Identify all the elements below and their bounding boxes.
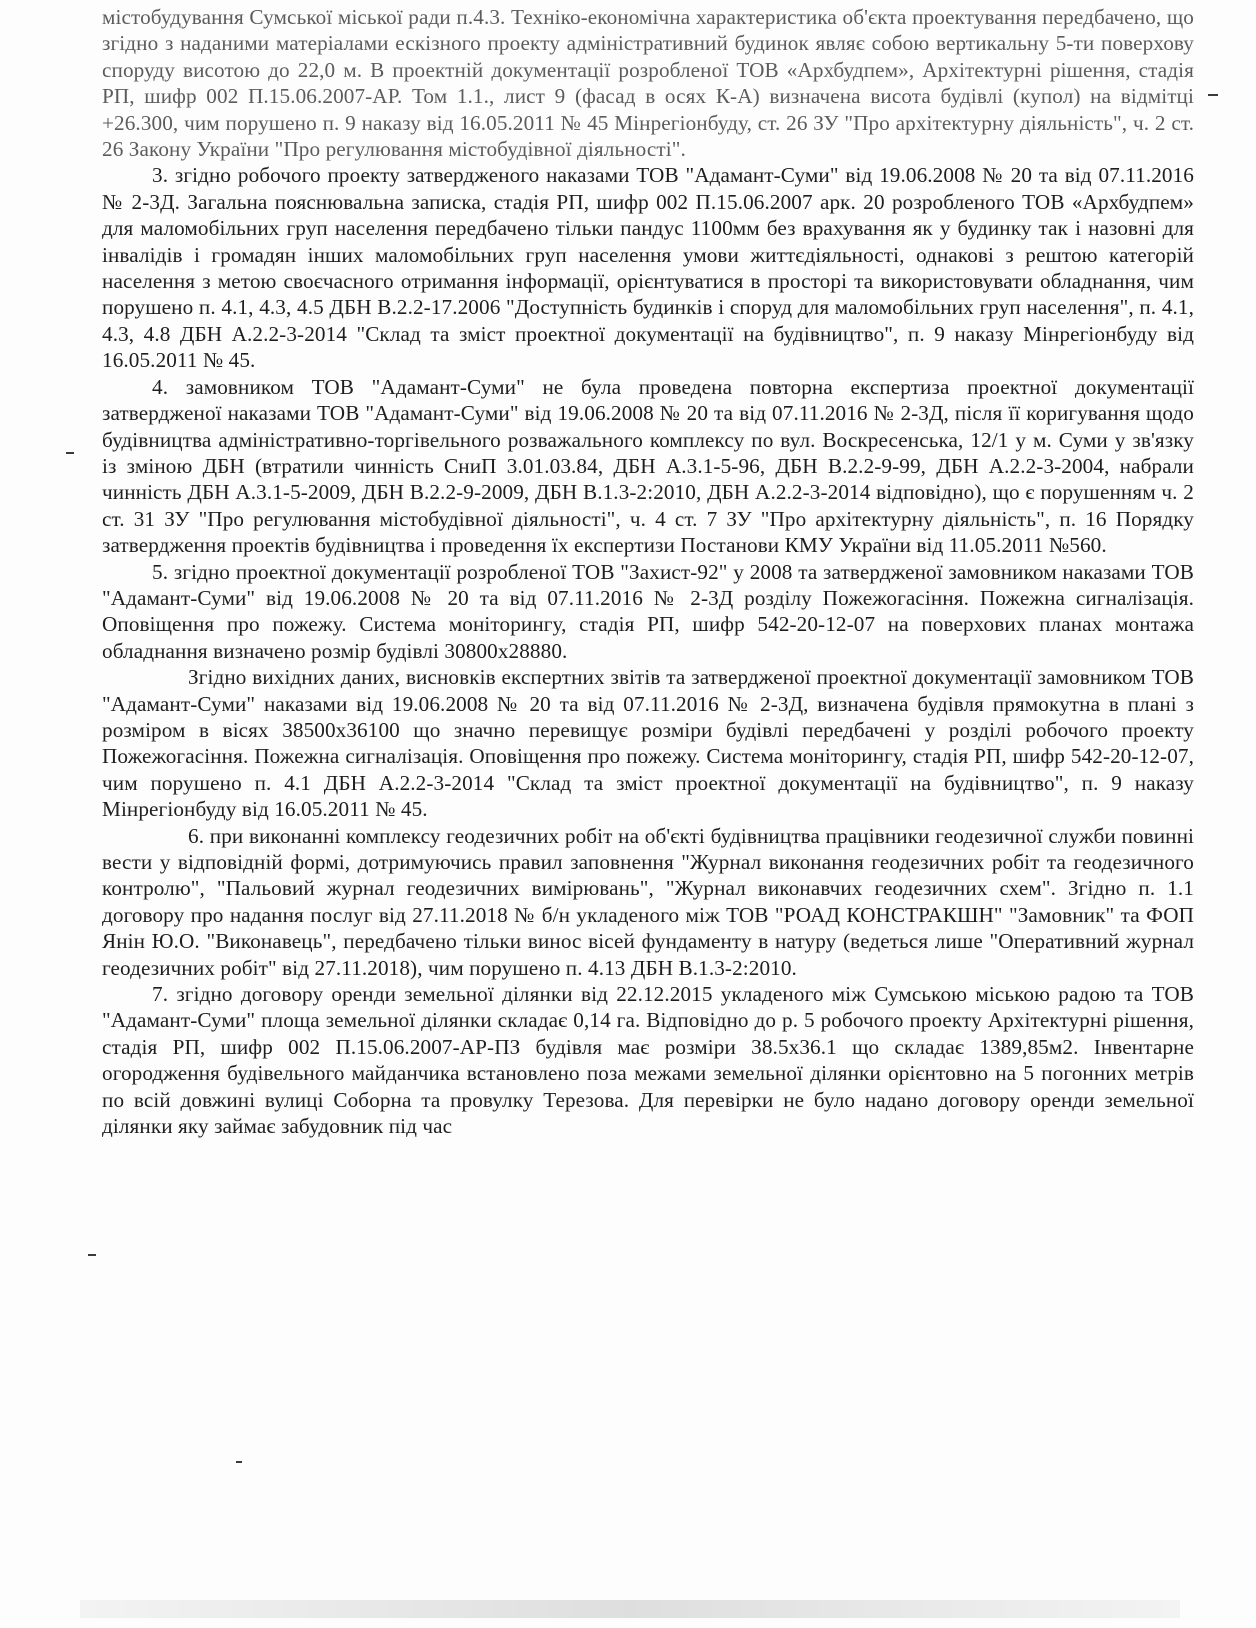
- scan-mark-bottom: [236, 1461, 242, 1463]
- paragraph-item-6: 6. при виконанні комплексу геодезичних робіт на об'єкті будівництва працівники геодезичної служби повинні вести у відповідній формі, дотримуючись правил заповнення "Журнал виконання геодезичних робіт та геодезичного контролю", "Пальовий журнал геодезичних вимірювань", "Журнал виконавчих геодезичних схем". Згідно п. 1.1 договору про надання послуг від 27.11.2018 № б/н укладеного між ТОВ "РОАД КОНСТРАКШН" "Замовник" та ФОП Янін Ю.О. "Виконавець", передбачено тільки винос вісей фундаменту в натуру (ведеться лише "Оперативний журнал геодезичних робіт" від 27.11.2018), чим порушено п. 4.13 ДБН В.1.3-2:2010.: [102, 823, 1194, 980]
- paragraph-item-5: 5. згідно проектної документації розробленої ТОВ "Захист-92" у 2008 та затвердженої замовником наказами ТОВ "Адамант-Суми" від 19.06.2008 № 20 та від 07.11.2016 № 2-3Д розділу Пожежогасіння. Пожежна сигналізація. Оповіщення про пожежу. Система моніторингу, стадія РП, шифр 542-20-12-07 на поверхових планах монтажа обладнання визначено розмір будівлі 30800х28880.: [102, 559, 1194, 663]
- scan-bottom-shadow: [80, 1600, 1180, 1618]
- paragraph-object-height: містобудування Сумської міської ради п.4.3. Техніко-економічна характеристика об'єкта проектування передбачено, що згідно з наданими матеріалами ескізного проекту адміністративний будинок являє собою вертикальну 5-ти поверхову споруду висотою до 22,0 м. В проектній документації розробленої ТОВ «Архбудпем», Архітектурні рішення, стадія РП, шифр 002 П.15.06.2007-АР. Том 1.1., лист 9 (фасад в осях К-А) визначена висота будівлі (купол) на відмітці +26.300, чим порушено п. 9 наказу від 16.05.2011 № 45 Мінрегіонбуду, ст. 26 ЗУ "Про архітектурну діяльність", ч. 2 ст. 26 Закону України "Про регулювання містобудівної діяльності".: [102, 5, 1194, 162]
- paragraph-item-3: 3. згідно робочого проекту затвердженого наказами ТОВ "Адамант-Суми" від 19.06.2008 № 20 та від 07.11.2016 № 2-3Д. Загальна пояснювальна записка, стадія РП, шифр 002 П.15.06.2007 арк. 20 розробленого ТОВ «Архбудпем» для маломобільних груп населення передбачено тільки пандус 1100мм без врахування як у будинку так і назовні для інвалідів і громадян інших маломобільних груп населення умови життєдіяльності, однакові з рештою категорій населення з метою своєчасного отримання інформації, орієнтуватися в просторі та використовувати обладнання, чим порушено п. 4.1, 4.3, 4.5 ДБН В.2.2-17.2006 "Доступність будинків і споруд для маломобільних груп населення", п. 4.1, 4.3, 4.8 ДБН А.2.2-3-2014 "Склад та зміст проектної документації на будівництво", п. 9 наказу Мінрегіонбуду від 16.05.2011 № 45.: [102, 163, 1194, 373]
- document-body: [102, 4, 1194, 1139]
- scan-mark-left-2: [88, 1254, 96, 1256]
- scan-mark-left-1: [66, 452, 74, 454]
- paragraph-building-dimensions: Згідно вихідних даних, висновків експертних звітів та затвердженої проектної документації замовником ТОВ "Адамант-Суми" наказами від 19.06.2008 № 20 та від 07.11.2016 № 2-3Д, визначена будівля прямокутна в плані з розміром в вісях 38500х36100 що значно перевищує розміри будівлі передбачені у розділі робочого проекту Пожежогасіння. Пожежна сигналізація. Оповіщення про пожежу. Система моніторингу, стадія РП, шифр 542-20-12-07, чим порушено п. 4.1 ДБН А.2.2-3-2014 "Склад та зміст проектної документації на будівництво", п. 9 наказу Мінрегіонбуду від 16.05.2011 № 45.: [102, 665, 1194, 822]
- paragraph-item-4: 4. замовником ТОВ "Адамант-Суми" не була проведена повторна експертиза проектної документації затвердженої наказами ТОВ "Адамант-Суми" від 19.06.2008 № 20 та від 07.11.2016 № 2-3Д, після її коригування щодо будівництва адміністративно-торгівельного розважального комплексу по вул. Воскресенська, 12/1 у м. Суми у зв'язку із зміною ДБН (втратили чинність СниП 3.01.03.84, ДБН А.3.1-5-96, ДБН В.2.2-9-99, ДБН А.2.2-3-2004, набрали чинність ДБН А.3.1-5-2009, ДБН В.2.2-9-2009, ДБН В.1.3-2:2010, ДБН А.2.2-3-2014 відповідно), що є порушенням ч. 2 ст. 31 ЗУ "Про регулювання містобудівної діяльності", ч. 4 ст. 7 ЗУ "Про архітектурну діяльність", п. 16 Порядку затвердження проектів будівництва і проведення їх експертизи Постанови КМУ України від 11.05.2011 №560.: [102, 374, 1194, 558]
- paragraph-item-7: 7. згідно договору оренди земельної ділянки від 22.12.2015 укладеного між Сумською міською радою та ТОВ "Адамант-Суми" площа земельної ділянки складає 0,14 га. Відповідно до р. 5 робочого проекту Архітектурні рішення, стадія РП, шифр 002 П.15.06.2007-АР-ПЗ будівля має розміри 38.5х36.1 що складає 1389,85м2. Інвентарне огородження будівельного майданчика встановлено поза межами земельної ділянки орієнтовно на 5 погонних метрів по всій довжині вулиці Соборна та провулку Терезова. Для перевірки не було надано договору оренди земельної ділянки яку займає забудовник під час: [102, 982, 1194, 1139]
- scan-mark-right: [1208, 94, 1218, 96]
